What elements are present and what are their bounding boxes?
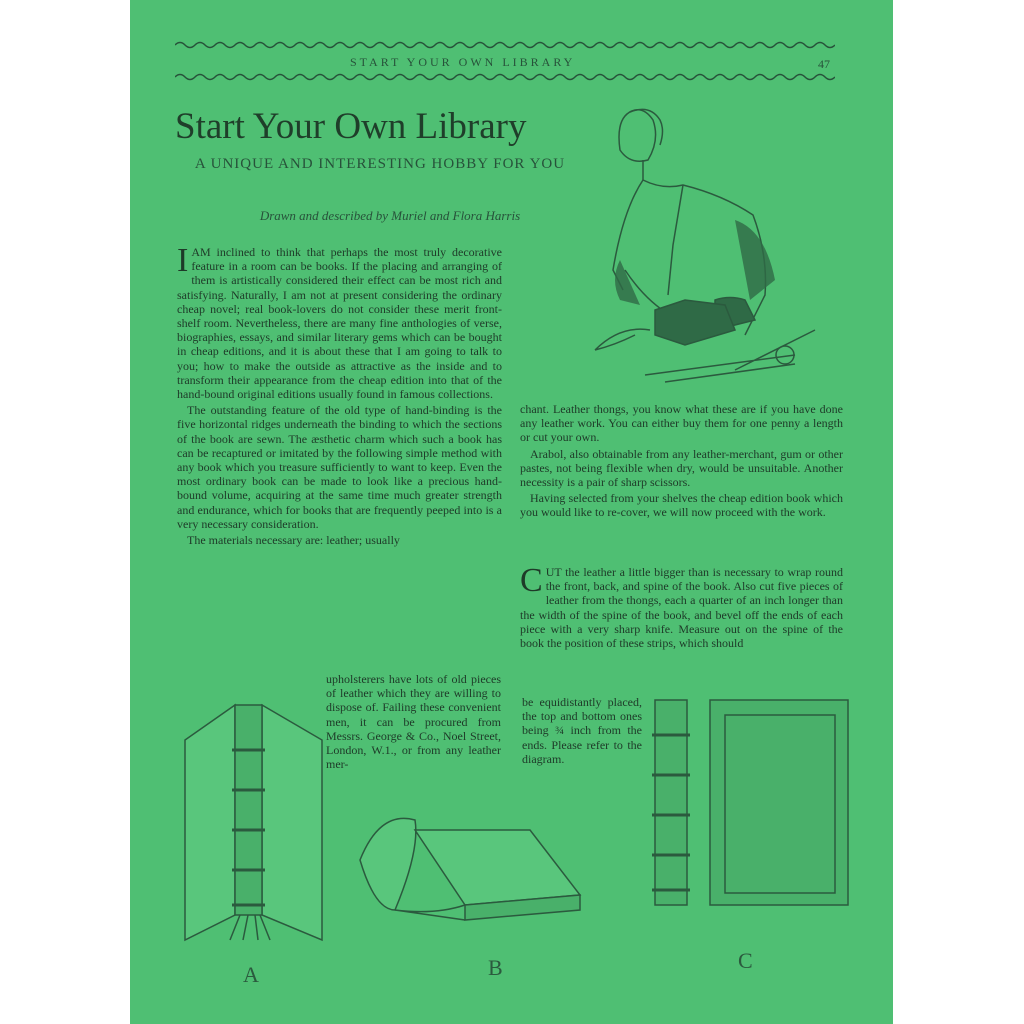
paragraph-cut-cont: be equidistantly placed, the top and bottom ones being ¾ inch from the ends. Please refer to the diagram. bbox=[522, 695, 642, 766]
paragraph-selected: Having selected from your shelves the cheap edition book which you would like to re-cover, we will now proceed with the work. bbox=[520, 491, 843, 520]
article-title: Start Your Own Library bbox=[175, 106, 527, 147]
woman-binding-illustration bbox=[585, 100, 855, 390]
running-header: START YOUR OWN LIBRARY bbox=[350, 55, 576, 69]
figure-c-spine-cover bbox=[650, 695, 855, 910]
page-number: 47 bbox=[818, 57, 830, 71]
drop-cap-i: I bbox=[177, 242, 189, 279]
column-left bbox=[177, 242, 502, 549]
intro-paragraph: IAM inclined to think that perhaps the most truly decorative feature in a room can be books. If the placing and arranging of them is artistically considered their effect can be most rich and satisfying. Naturally, I am not at present considering the ordinary cheap novel; real book-lovers do not consider these merit front-shelf room. Nevertheless, there are many fine anthologies of verse, biographies, essays, and similar literary gems which can be bought in cheap editions, and it is about these that I am going to talk to you; how to make the outside as attractive as the inside and to transform their appearance from the cheap edition into that of the hand-bound original editions usually found in famous collections. bbox=[177, 242, 502, 402]
paragraph-materials-cont: upholsterers have lots of old pieces of leather which they are willing to dispose of. Failing these convenient men, it can be procured from Messrs. George & Co., Noel Street, London, W.1., or from any leather mer- bbox=[326, 672, 501, 772]
figure-label-c: C bbox=[738, 948, 753, 973]
column-right-cut-continuation bbox=[522, 695, 642, 768]
drop-cap-c: C bbox=[520, 562, 543, 599]
header-bottom-ornament bbox=[175, 72, 835, 82]
article-byline: Drawn and described by Muriel and Flora Harris bbox=[259, 208, 521, 223]
header-top-ornament bbox=[175, 40, 835, 50]
figure-label-a: A bbox=[243, 962, 259, 987]
paragraph-cut-leather: CUT the leather a little bigger than is necessary to wrap round the front, back, and spine of the book. Also cut five pieces of leather from the thongs, each a quarter of an inch longer than the width of the spine of the book, and bevel off the ends of each piece with a very sharp knife. Measure out on the spine of the book the position of these strips, which should bbox=[520, 562, 843, 651]
column-left-continuation bbox=[326, 672, 501, 773]
figure-a-spine-diagram bbox=[180, 700, 330, 950]
paragraph-arabol: Arabol, also obtainable from any leather-merchant, gum or other pastes, not being flexible when dry, would be unsuitable. Another necessity is a pair of sharp scissors. bbox=[520, 446, 843, 490]
paragraph-hand-binding: The outstanding feature of the old type of hand-binding is the five horizontal ridges underneath the binding to which the sections of the book are sewn. The æsthetic charm which such a book has can be recaptured or imitated by the following simple method with any book which you treasure sufficiently to want to keep. Even the most ordinary book can be made to look like a precious hand-bound volume, acquiring at the same time much greater strength and endurance, which for books that are frequently peeped into is a very necessary consideration. bbox=[177, 403, 502, 531]
figure-b-book-wrap bbox=[355, 810, 585, 930]
column-right-cut bbox=[520, 562, 843, 652]
paragraph-materials: The materials necessary are: leather; usually bbox=[187, 533, 400, 548]
paragraph-leather-thongs: chant. Leather thongs, you know what these are if you have done any leather work. You can either buy them for one penny a length or cut your own. bbox=[520, 402, 843, 445]
figure-label-b: B bbox=[488, 955, 503, 980]
article-subtitle: A UNIQUE AND INTERESTING HOBBY FOR YOU bbox=[194, 156, 566, 172]
magazine-page bbox=[130, 0, 893, 1024]
column-right bbox=[520, 402, 843, 522]
